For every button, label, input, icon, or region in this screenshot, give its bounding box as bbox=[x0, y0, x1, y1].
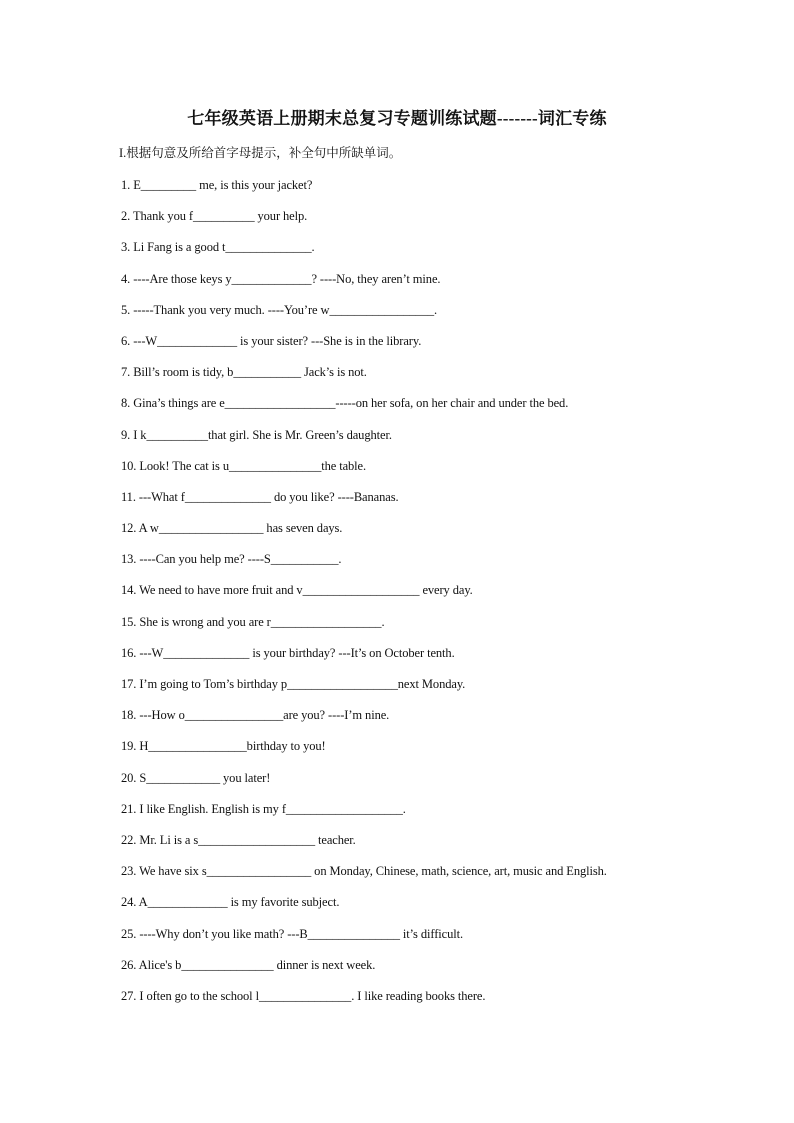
question-item: 16. ---W______________ is your birthday? ---It’s on October tenth. bbox=[121, 645, 455, 660]
question-item: 11. ---What f______________ do you like? ----Bananas. bbox=[121, 489, 399, 504]
question-item: 24. A_____________ is my favorite subject. bbox=[121, 895, 340, 910]
question-item: 25. ----Why don’t you like math? ---B_______________ it’s difficult. bbox=[121, 926, 463, 941]
question-item: 1. E_________ me, is this your jacket? bbox=[121, 178, 313, 192]
question-item: 4. ----Are those keys y_____________? ----No, they aren’t mine. bbox=[121, 271, 441, 286]
question-item: 13. ----Can you help me? ----S___________. bbox=[121, 552, 342, 567]
question-item: 26. Alice's b_______________ dinner is next week. bbox=[121, 957, 376, 972]
question-item: 27. I often go to the school l_______________. I like reading books there. bbox=[121, 988, 486, 1003]
question-item: 7. Bill’s room is tidy, b___________ Jack’s is not. bbox=[121, 365, 367, 380]
question-item: 9. I k__________that girl. She is Mr. Green’s daughter. bbox=[121, 427, 392, 442]
question-item: 5. -----Thank you very much. ----You’re w_________________. bbox=[121, 302, 438, 317]
question-item: 6. ---W_____________ is your sister? ---She is in the library. bbox=[121, 333, 422, 348]
page-title: 七年级英语上册期末总复习专题训练试题-------词汇专练 bbox=[187, 109, 607, 128]
question-item: 8. Gina’s things are e__________________-----on her sofa, on her chair and under the bed. bbox=[121, 396, 569, 411]
question-item: 3. Li Fang is a good t______________. bbox=[121, 240, 315, 255]
question-item: 14. We need to have more fruit and v___________________ every day. bbox=[121, 583, 473, 598]
question-item: 19. H________________birthday to you! bbox=[121, 739, 326, 754]
question-list bbox=[121, 170, 761, 1012]
question-item: 17. I’m going to Tom’s birthday p__________________next Monday. bbox=[121, 677, 466, 691]
question-item: 21. I like English. English is my f___________________. bbox=[121, 801, 406, 816]
question-item: 23. We have six s_________________ on Monday, Chinese, math, science, art, music and English. bbox=[121, 864, 607, 879]
section-instruction: I.根据句意及所给首字母提示，补全句中所缺单词。 bbox=[119, 146, 402, 160]
question-item: 20. S____________ you later! bbox=[121, 770, 271, 785]
question-item: 18. ---How o________________are you? ----I’m nine. bbox=[121, 708, 390, 723]
question-item: 15. She is wrong and you are r__________________. bbox=[121, 614, 385, 629]
question-item: 2. Thank you f__________ your help. bbox=[121, 209, 308, 224]
question-item: 22. Mr. Li is a s___________________ teacher. bbox=[121, 832, 356, 847]
question-item: 10. Look! The cat is u_______________the table. bbox=[121, 458, 367, 473]
question-item: 12. A w_________________ has seven days. bbox=[121, 521, 343, 536]
